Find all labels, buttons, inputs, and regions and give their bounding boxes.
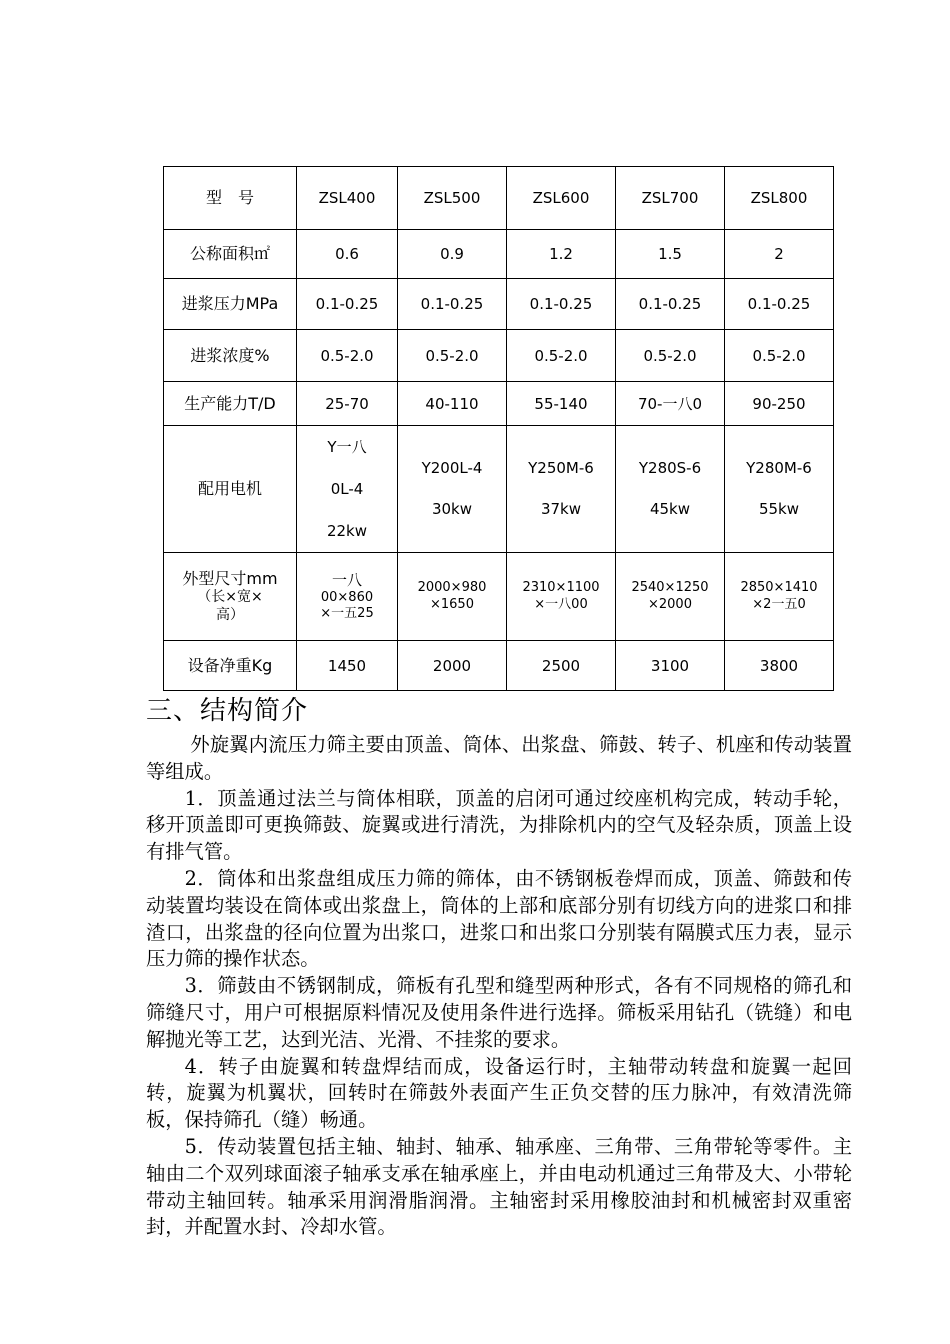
row-label	[164, 553, 297, 641]
table-cell: 1.2	[507, 230, 616, 279]
table-cell: 25-70	[297, 382, 398, 426]
table-cell: ZSL600	[507, 167, 616, 230]
table-cell: ZSL800	[725, 167, 834, 230]
cell-line: 55kw	[758, 500, 800, 518]
table-cell: 0.6	[297, 230, 398, 279]
row-label: 设备净重Kg	[164, 641, 297, 691]
table-row-capacity	[164, 382, 834, 426]
table-row-size	[164, 553, 834, 641]
table-cell: ZSL700	[616, 167, 725, 230]
table-cell	[616, 553, 725, 641]
cell-line: ×1650	[430, 596, 474, 612]
table-cell	[297, 553, 398, 641]
table-cell: 2000	[398, 641, 507, 691]
row-label: 进浆浓度%	[164, 330, 297, 382]
cell-line: Y250M-6	[528, 459, 594, 477]
cell-line: Y280S-6	[638, 459, 702, 477]
row-label: 配用电机	[164, 426, 297, 553]
table-row-model	[164, 167, 834, 230]
table-cell: 0.9	[398, 230, 507, 279]
spec-table	[163, 166, 834, 691]
paragraph: 2．筒体和出浆盘组成压力筛的筛体，由不锈钢板卷焊而成，顶盖、筛鼓和传动装置均装设在筒体或出浆盘上，筒体的上部和底部分别有切线方向的进浆口和排渣口，出浆盘的径向位置为出浆口，进浆口和出浆口分别装有隔膜式压力表，显示压力筛的操作状态。	[146, 866, 852, 971]
table-cell: ZSL500	[398, 167, 507, 230]
table-cell: 40-110	[398, 382, 507, 426]
cell-line: 2540×1250	[631, 580, 709, 596]
table-cell	[297, 426, 398, 553]
table-cell: ZSL400	[297, 167, 398, 230]
label-line: 高）	[216, 606, 244, 623]
table-cell	[616, 426, 725, 553]
table-row-motor	[164, 426, 834, 553]
table-cell: 0.1-0.25	[507, 279, 616, 330]
cell-line: Y200L-4	[421, 459, 483, 477]
table-cell	[398, 553, 507, 641]
cell-line: ×一八00	[534, 596, 588, 612]
table-cell: 1450	[297, 641, 398, 691]
row-label: 型 号	[164, 167, 297, 230]
cell-line: 2310×1100	[522, 580, 600, 596]
table-cell	[398, 426, 507, 553]
table-cell: 90-250	[725, 382, 834, 426]
table-cell: 0.5-2.0	[725, 330, 834, 382]
cell-line: 2850×1410	[740, 580, 818, 596]
cell-line: 0L-4	[330, 480, 364, 498]
table-cell: 55-140	[507, 382, 616, 426]
cell-line: Y一八	[327, 438, 367, 456]
table-cell: 3100	[616, 641, 725, 691]
table-cell: 70-一八0	[616, 382, 725, 426]
section-body	[146, 732, 852, 1241]
table-cell: 0.1-0.25	[398, 279, 507, 330]
row-label: 生产能力T/D	[164, 382, 297, 426]
paragraph: 外旋翼内流压力筛主要由顶盖、筒体、出浆盘、筛鼓、转子、机座和传动装置等组成。	[146, 733, 852, 783]
cell-line: ×2000	[648, 596, 692, 612]
cell-line: 00×860	[320, 589, 374, 605]
table-cell: 0.1-0.25	[616, 279, 725, 330]
section-title: 三、结构简介	[146, 696, 309, 726]
cell-line: ×一五25	[320, 605, 374, 621]
table-cell	[725, 426, 834, 553]
row-label: 公称面积㎡	[164, 230, 297, 279]
table-row-weight	[164, 641, 834, 691]
table-row-consistency	[164, 330, 834, 382]
paragraph: 5．传动装置包括主轴、轴封、轴承、轴承座、三角带、三角带轮等零件。主轴由二个双列球面滚子轴承支承在轴承座上，并由电动机通过三角带及大、小带轮带动主轴回转。轴承采用润滑脂润滑。主轴密封采用橡胶油封和机械密封双重密封，并配置水封、冷却水管。	[146, 1134, 852, 1239]
label-line: （长×宽×	[197, 589, 263, 605]
table-cell: 0.5-2.0	[507, 330, 616, 382]
table-cell: 0.5-2.0	[297, 330, 398, 382]
table-cell	[507, 553, 616, 641]
label-line: 外型尺寸mm	[182, 569, 278, 588]
table-cell: 0.5-2.0	[398, 330, 507, 382]
paragraph: 3．筛鼓由不锈钢制成，筛板有孔型和缝型两种形式，各有不同规格的筛孔和筛缝尺寸，用户可根据原料情况及使用条件进行选择。筛板采用钻孔（铣缝）和电解抛光等工艺，达到光洁、光滑、不挂浆的要求。	[146, 974, 852, 1051]
cell-line: 22kw	[326, 522, 368, 540]
table-cell: 1.5	[616, 230, 725, 279]
paragraph: 4．转子由旋翼和转盘焊结而成，设备运行时，主轴带动转盘和旋翼一起回转，旋翼为机翼状，回转时在筛鼓外表面产生正负交替的压力脉冲，有效清洗筛板，保持筛孔（缝）畅通。	[146, 1054, 852, 1132]
table-row-pressure	[164, 279, 834, 330]
table-cell: 0.1-0.25	[297, 279, 398, 330]
cell-line: 37kw	[540, 500, 582, 518]
cell-line: ×2一五0	[752, 596, 806, 612]
table-cell	[725, 553, 834, 641]
table-row-area	[164, 230, 834, 279]
table-cell	[507, 426, 616, 553]
table-cell: 2	[725, 230, 834, 279]
table-cell: 0.5-2.0	[616, 330, 725, 382]
row-label: 进浆压力MPa	[164, 279, 297, 330]
cell-line: Y280M-6	[746, 459, 812, 477]
cell-line: 2000×980	[417, 580, 487, 596]
cell-line: 30kw	[431, 500, 473, 518]
cell-line: 一八	[331, 570, 362, 589]
table-cell: 3800	[725, 641, 834, 691]
table-cell: 2500	[507, 641, 616, 691]
paragraph: 1．顶盖通过法兰与筒体相联，顶盖的启闭可通过绞座机构完成，转动手轮，移开顶盖即可更换筛鼓、旋翼或进行清洗，为排除机内的空气及轻杂质，顶盖上设有排气管。	[146, 786, 852, 864]
cell-line: 45kw	[649, 500, 691, 518]
table-cell: 0.1-0.25	[725, 279, 834, 330]
